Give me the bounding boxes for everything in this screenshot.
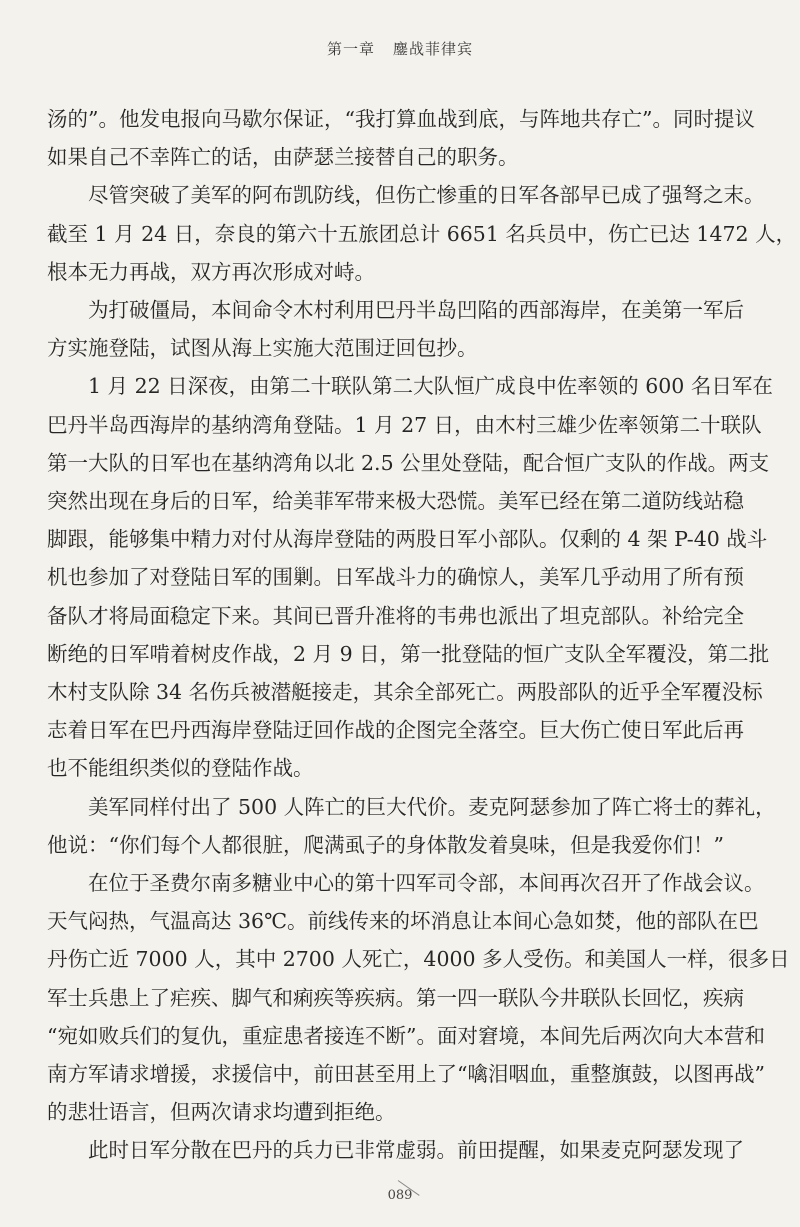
text-line: 他说：“你们每个人都很脏，爬满虱子的身体散发着臭味，但是我爱你们！” bbox=[47, 832, 724, 857]
text-line: 1 月 22 日深夜，由第二十联队第二大队恒广成良中佐率领的 600 名日军在 bbox=[88, 374, 773, 399]
text-line: 巴丹半岛西海岸的基纳湾角登陆。1 月 27 日，由木村三雄少佐率领第二十联队 bbox=[47, 412, 762, 437]
paragraph bbox=[47, 291, 753, 367]
chapter-title: 鏖战菲律宾 bbox=[393, 40, 474, 58]
text-line: 脚跟，能够集中精力对付从海岸登陆的两股日军小部队。仅剩的 4 架 P-40 战斗 bbox=[47, 527, 768, 552]
body-text bbox=[47, 100, 797, 1170]
text-line: 断绝的日军啃着树皮作战，2 月 9 日，第一批登陆的恒广支队全军覆没，第二批 bbox=[47, 641, 770, 666]
text-line: 军士兵患上了疟疾、脚气和痢疾等疾病。第一四一联队今井联队长回忆，疾病 bbox=[47, 985, 744, 1010]
text-line: 为打破僵局，本间命令木村利用巴丹半岛凹陷的西部海岸，在美第一军后 bbox=[88, 298, 744, 323]
text-line: 也不能组织类似的登陆作战。 bbox=[47, 756, 314, 781]
paragraph bbox=[47, 788, 776, 864]
text-line: 木村支队除 34 名伤兵被潜艇接走，其余全部死亡。两股部队的近乎全军覆没标 bbox=[47, 680, 763, 705]
text-line: 南方军请求增援，求援信中，前田甚至用上了“噙泪咽血，重整旗鼓，以图再战” bbox=[47, 1062, 765, 1087]
text-line: 汤的”。他发电报向马歇尔保证，“我打算血战到底，与阵地共存亡”。同时提议 bbox=[47, 107, 755, 131]
text-line: 美军同样付出了 500 人阵亡的巨大代价。麦克阿瑟参加了阵亡将士的葬礼， bbox=[88, 794, 776, 819]
paragraph bbox=[47, 176, 797, 291]
paragraph bbox=[47, 1131, 753, 1169]
text-line: 志着日军在巴丹西海岸登陆迂回作战的企图完全落空。巨大伤亡使日军此后再 bbox=[47, 718, 744, 743]
text-line: 在位于圣费尔南多糖业中心的第十四军司令部，本间再次召开了作战会议。 bbox=[88, 871, 765, 896]
text-line: 截至 1 月 24 日，奈良的第六十五旅团总计 6651 名兵员中，伤亡已达 1472 人， bbox=[47, 221, 797, 246]
text-line: 丹伤亡近 7000 人，其中 2700 人死亡，4000 多人受伤。和美国人一样，很多日 bbox=[47, 947, 790, 972]
page-number: 089 bbox=[387, 1188, 413, 1203]
text-line: 突然出现在身后的日军，给美菲军带来极大恐慌。美军已经在第二道防线站稳 bbox=[47, 489, 744, 514]
text-line: 尽管突破了美军的阿布凯防线，但伤亡惨重的日军各部早已成了强弩之末。 bbox=[88, 183, 765, 208]
text-line: 此时日军分散在巴丹的兵力已非常虚弱。前田提醒，如果麦克阿瑟发现了 bbox=[88, 1138, 744, 1163]
text-line: 第一大队的日军也在基纳湾角以北 2.5 公里处登陆，配合恒广支队的作战。两支 bbox=[47, 450, 770, 475]
text-line: 如果自己不幸阵亡的话，由萨瑟兰接替自己的职务。 bbox=[47, 145, 519, 170]
text-line: 根本无力再战，双方再次形成对峙。 bbox=[47, 259, 375, 284]
text-line: 机也参加了对登陆日军的围剿。日军战斗力的确惊人，美军几乎动用了所有预 bbox=[47, 565, 744, 590]
paragraph bbox=[47, 864, 790, 1131]
text-line: 方实施登陆，试图从海上实施大范围迂回包抄。 bbox=[47, 336, 478, 361]
running-header bbox=[0, 38, 800, 59]
text-line: 天气闷热，气温高达 36℃。前线传来的坏消息让本间心急如焚，他的部队在巴 bbox=[47, 909, 759, 934]
text-line: 的悲壮语言，但两次请求均遭到拒绝。 bbox=[47, 1100, 396, 1125]
paragraph bbox=[47, 100, 753, 176]
chapter-number: 第一章 bbox=[326, 40, 375, 58]
text-line: 备队才将局面稳定下来。其间已晋升准将的韦弗也派出了坦克部队。补给完全 bbox=[47, 603, 744, 628]
paragraph bbox=[47, 367, 773, 787]
text-line: “宛如败兵们的复仇，重症患者接连不断”。面对窘境，本间先后两次向大本营和 bbox=[47, 1023, 765, 1048]
